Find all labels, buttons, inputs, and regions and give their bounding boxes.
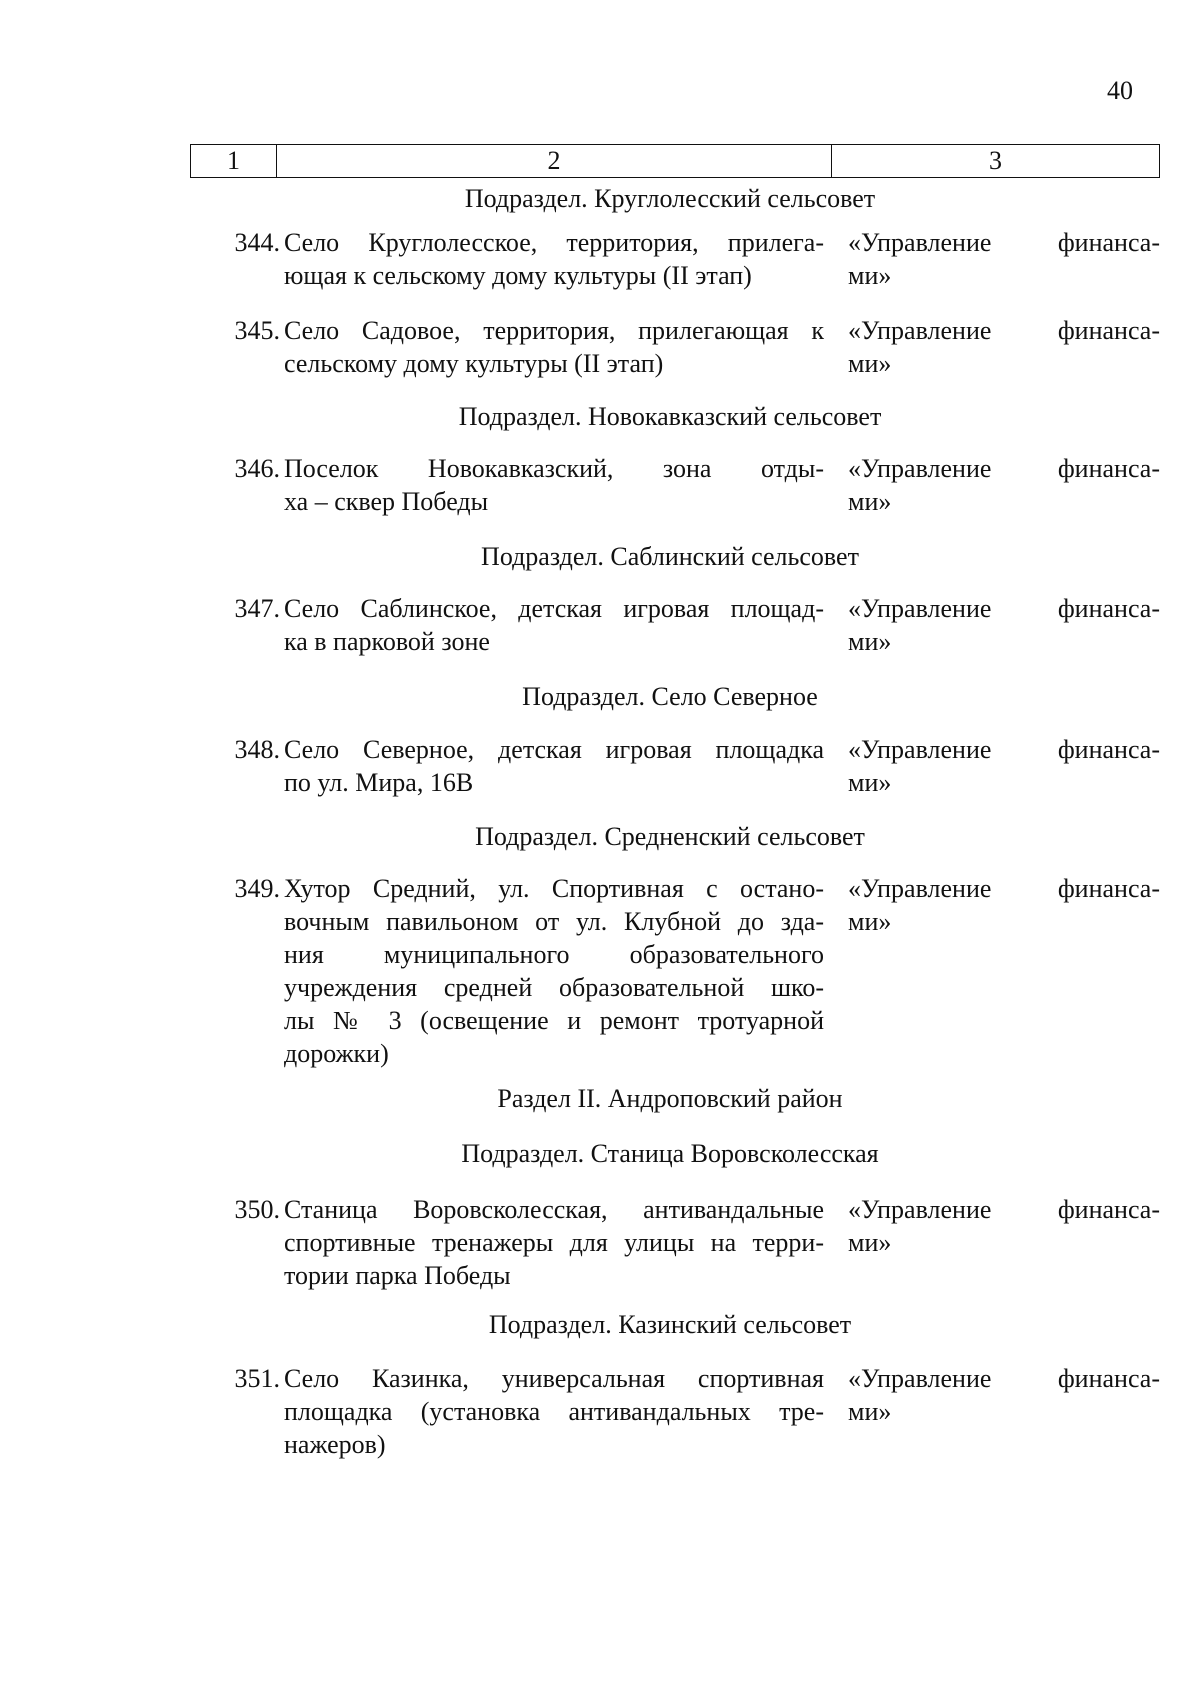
table-row <box>200 733 1160 799</box>
responsible-line: ми» <box>848 1228 892 1257</box>
description-line: Село Казинка, универсальная спортивная <box>284 1364 824 1393</box>
row-responsible-body <box>848 226 1160 292</box>
section-heading: Подраздел. Саблинский сельсовет <box>481 542 859 571</box>
responsible-line: «Управление финанса- <box>848 454 1160 483</box>
responsible-line: ми» <box>848 349 892 378</box>
responsible-line: ми» <box>848 261 892 290</box>
section-heading: Подраздел. Средненский сельсовет <box>475 822 865 851</box>
row-number: 347. <box>234 594 280 623</box>
table-header-col-1: 1 <box>191 145 277 177</box>
responsible-line: «Управление финанса- <box>848 1195 1160 1224</box>
responsible-line: «Управление финанса- <box>848 316 1160 345</box>
responsible-line: «Управление финанса- <box>848 874 1160 903</box>
table-header-col-2: 2 <box>277 145 832 177</box>
row-responsible-body <box>848 733 1160 799</box>
description-line: лы № 3 (освещение и ремонт тротуарной <box>284 1006 824 1035</box>
description-line: Село Саблинское, детская игровая площад- <box>284 594 824 623</box>
row-number: 346. <box>234 454 280 483</box>
row-description <box>284 1362 824 1461</box>
row-description <box>284 314 824 380</box>
table-row <box>200 872 1160 1070</box>
section-heading: Подраздел. Круглолесский сельсовет <box>464 184 876 213</box>
row-number: 348. <box>234 735 280 764</box>
row-responsible-body <box>848 872 1160 938</box>
table-row <box>200 592 1160 658</box>
description-line: Станица Воровсколесская, антивандальные <box>284 1195 824 1224</box>
responsible-line: «Управление финанса- <box>848 735 1160 764</box>
section-heading: Раздел II. Андроповский район <box>497 1084 843 1113</box>
row-description <box>284 592 824 658</box>
row-number: 350. <box>234 1195 280 1224</box>
row-description <box>284 733 824 799</box>
description-line: вочным павильоном от ул. Клубной до зда- <box>284 907 824 936</box>
table-row <box>200 1193 1160 1292</box>
description-line: площадка (установка антивандальных тре- <box>284 1397 824 1426</box>
row-description <box>284 872 824 1070</box>
description-line: Поселок Новокавказский, зона отды- <box>284 454 824 483</box>
responsible-line: «Управление финанса- <box>848 1364 1160 1393</box>
description-line: ющая к сельскому дому культуры (II этап) <box>284 261 752 290</box>
row-number: 344. <box>234 228 280 257</box>
description-line: Село Северное, детская игровая площадка <box>284 735 824 764</box>
description-line: дорожки) <box>284 1039 389 1068</box>
responsible-line: ми» <box>848 1397 892 1426</box>
table-header-row <box>190 144 1160 178</box>
row-responsible-body <box>848 314 1160 380</box>
description-line: Село Круглолесское, территория, прилега- <box>284 228 824 257</box>
row-number: 345. <box>234 316 280 345</box>
row-number: 351. <box>234 1364 280 1393</box>
responsible-line: ми» <box>848 768 892 797</box>
table-row <box>200 1362 1160 1461</box>
description-line: ха – сквер Победы <box>284 487 489 516</box>
page-number: 40 <box>1107 76 1133 105</box>
responsible-line: ми» <box>848 907 892 936</box>
table-row <box>200 452 1160 518</box>
description-line: спортивные тренажеры для улицы на терри- <box>284 1228 824 1257</box>
responsible-line: «Управление финанса- <box>848 594 1160 623</box>
responsible-line: «Управление финанса- <box>848 228 1160 257</box>
row-description <box>284 452 824 518</box>
table-row <box>200 314 1160 380</box>
responsible-line: ми» <box>848 627 892 656</box>
section-heading: Подраздел. Село Северное <box>522 682 818 711</box>
description-line: нажеров) <box>284 1430 386 1459</box>
description-line: учреждения средней образовательной шко- <box>284 973 824 1002</box>
description-line: ка в парковой зоне <box>284 627 490 656</box>
section-heading: Подраздел. Новокавказский сельсовет <box>458 402 882 431</box>
description-line: по ул. Мира, 16В <box>284 768 474 797</box>
description-line: Хутор Средний, ул. Спортивная с остано- <box>284 874 824 903</box>
table-row <box>200 226 1160 292</box>
responsible-line: ми» <box>848 487 892 516</box>
row-responsible-body <box>848 1362 1160 1428</box>
row-responsible-body <box>848 1193 1160 1259</box>
description-line: ния муниципального образовательного <box>284 940 824 969</box>
section-heading: Подраздел. Казинский сельсовет <box>488 1310 852 1339</box>
section-heading: Подраздел. Станица Воровсколесская <box>461 1139 879 1168</box>
description-line: Село Садовое, территория, прилегающая к <box>284 316 824 345</box>
row-description <box>284 1193 824 1292</box>
row-responsible-body <box>848 592 1160 658</box>
description-line: тории парка Победы <box>284 1261 511 1290</box>
row-description <box>284 226 824 292</box>
table-header-col-3: 3 <box>989 146 1002 175</box>
row-number: 349. <box>234 874 280 903</box>
description-line: сельскому дому культуры (II этап) <box>284 349 664 378</box>
row-responsible-body <box>848 452 1160 518</box>
